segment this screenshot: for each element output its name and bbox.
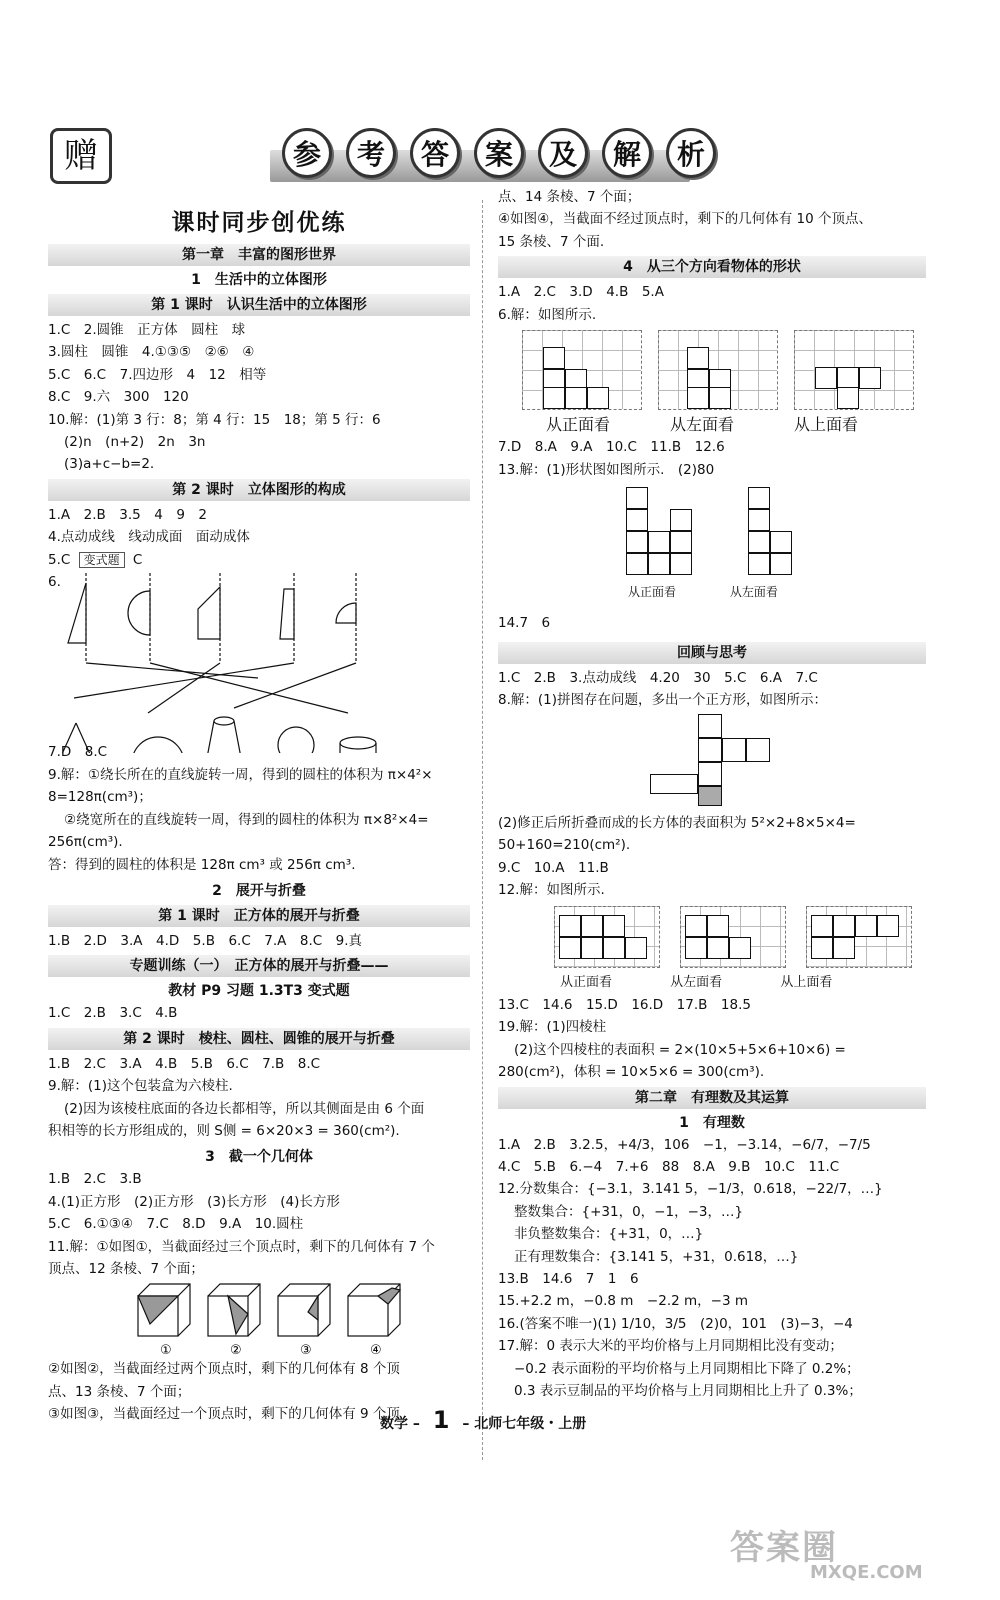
- rotation-matching-figure: [48, 573, 468, 753]
- section-heading: 1 生活中的立体图形: [191, 272, 327, 288]
- view-label: 从左面看: [729, 585, 778, 600]
- cube-label: ①: [160, 1343, 172, 1359]
- gift-badge: 赠: [50, 128, 112, 184]
- view-grid: [794, 330, 914, 410]
- answer-line: 13.B 14.6 7 1 6: [498, 1270, 639, 1287]
- answer-line: −0.2 表示面粉的平均价格与上月同期相比下降了 0.2%；: [514, 1360, 860, 1377]
- answer-line: 0.3 表示豆制品的平均价格与上月同期相比上升了 0.3%；: [514, 1383, 862, 1399]
- answer-line: 1.B 2.D 3.A 4.D 5.B 6.C 7.A 8.C 9.真: [48, 932, 363, 949]
- answer-line: 1.A 2.B 3.2.5，+4/3，106 −1，−3.14，−6/7，−7/5: [498, 1136, 871, 1153]
- view-label: 从正面看: [628, 585, 677, 600]
- answer-line: ④如图④，当截面不经过顶点时，剩下的几何体有 10 个顶点、: [498, 211, 872, 228]
- view-grid: [806, 906, 912, 968]
- answer-line: 12.解：如图所示.: [498, 882, 605, 899]
- answer-line: 15.+2.2 m，−0.8 m −2.2 m，−3 m: [498, 1293, 748, 1310]
- answer-line: 50+160=210(cm²).: [498, 837, 631, 854]
- footer-subject: 数学: [380, 1416, 408, 1432]
- answer-line: 5.C 6.①③④ 7.C 8.D 9.A 10.圆柱: [48, 1216, 304, 1233]
- topic-heading: 专题训练（一） 正方体的展开与折叠——: [48, 955, 470, 977]
- view-labels: [560, 972, 926, 994]
- three-views-figure: [554, 906, 926, 968]
- answer-line: 10.解：(1)第 3 行：8；第 4 行：15 18；第 5 行：6: [48, 411, 381, 428]
- answer-line: 正有理数集合：{3.141 5，+31，0.618，…}: [514, 1248, 799, 1265]
- answer-line: ②绕宽所在的直线旋转一周，得到的圆柱的体积为 π×8²×4=: [64, 811, 429, 828]
- answer-line: 17.解：0 表示大米的平均价格与上月同期相比没有变动；: [498, 1338, 843, 1355]
- view-label: 从正面看: [546, 415, 611, 435]
- topic-heading: 教材 P9 习题 1.3T3 变式题: [168, 983, 350, 1000]
- lesson-heading: 第 1 课时 正方体的展开与折叠: [48, 905, 470, 927]
- answer-line: 答：得到的圆柱的体积是 128π cm³ 或 256π cm³.: [48, 856, 356, 873]
- view-label: 从左面看: [670, 974, 723, 990]
- title-char: 析: [666, 128, 716, 178]
- footer-edition: 北师七年级・上册: [474, 1416, 587, 1432]
- section-heading: 4 从三个方向看物体的形状: [498, 256, 926, 278]
- review-heading: 回顾与思考: [498, 642, 926, 664]
- view-label: 从上面看: [794, 415, 859, 435]
- section-heading: 1 有理数: [679, 1114, 745, 1131]
- view-grid: [658, 330, 778, 410]
- answer-line: 8.C 9.六 300 120: [48, 389, 189, 406]
- view-labels: [546, 414, 926, 436]
- answer-line: (2)n (n+2) 2n 3n: [64, 434, 206, 451]
- answer-line: 7.D 8.C: [48, 744, 108, 761]
- title-char: 参: [282, 128, 332, 178]
- variant-tag: 变式题: [79, 552, 125, 568]
- answer-line: 6.: [48, 574, 61, 591]
- watermark-url: MXQE.COM: [810, 1562, 923, 1583]
- answer-line: ②如图②，当截面经过两个顶点时，剩下的几何体有 8 个顶: [48, 1361, 400, 1378]
- cube-section-figure: [48, 1280, 468, 1358]
- section-heading: 3 截一个几何体: [205, 1149, 313, 1166]
- view-label: 从正面看: [560, 974, 613, 990]
- view-grid: [554, 906, 660, 968]
- answer-line: 1.B 2.C 3.A 4.B 5.B 6.C 7.B 8.C: [48, 1055, 321, 1072]
- answer-line: 13.C 14.6 15.D 16.D 17.B 18.5: [498, 996, 751, 1013]
- answer-line: 16.(答案不唯一)(1) 1/10，3/5 (2)0，101 (3)−3，−4: [498, 1315, 853, 1332]
- answer-line: 5.C 6.C 7.四边形 4 12 相等: [48, 366, 267, 383]
- answer-line: 4.(1)正方形 (2)正方形 (3)长方形 (4)长方形: [48, 1193, 340, 1210]
- three-views-figure: [522, 330, 926, 410]
- lesson-heading: 第 1 课时 认识生活中的立体图形: [48, 294, 470, 316]
- answer-line: 1.C 2.B 3.点动成线 4.20 30 5.C 6.A 7.C: [498, 670, 818, 687]
- title-char: 答: [410, 128, 460, 178]
- answer-line: 12.分数集合：{−3.1，3.141 5，−1/3，0.618，−22/7，…}: [498, 1181, 883, 1198]
- answer-line: 1.C 2.B 3.C 4.B: [48, 1005, 178, 1022]
- chapter-heading: 第一章 丰富的图形世界: [48, 244, 470, 266]
- title-char: 及: [538, 128, 588, 178]
- answer-line: 8=128π(cm³)；: [48, 789, 152, 806]
- answer-line: 9.解：①绕长所在的直线旋转一周，得到的圆柱的体积为 π×4²×: [48, 766, 433, 783]
- lesson-heading: 第 2 课时 立体图形的构成: [48, 479, 470, 501]
- answer-line: 11.解：①如图①，当截面经过三个顶点时，剩下的几何体有 7 个: [48, 1238, 435, 1255]
- lesson-heading: 第 2 课时 棱柱、圆柱、圆锥的展开与折叠: [48, 1028, 470, 1050]
- answer-line: ③如图③，当截面经过一个顶点时，剩下的几何体有 9 个顶: [48, 1406, 400, 1423]
- section-title: 课时同步创优练: [171, 209, 347, 236]
- answer-line: (2)这个四棱柱的表面积 = 2×(10×5+5×6+10×6) =: [514, 1041, 846, 1058]
- answer-line: 15 条棱、7 个面.: [498, 233, 605, 250]
- right-column: [498, 186, 926, 1402]
- answer-line: 4.C 5.B 6.−4 7.+6 88 8.A 9.B 10.C 11.C: [498, 1158, 840, 1175]
- answer-line: 13.解：(1)形状图如图所示. (2)80: [498, 461, 715, 478]
- watermark-logo: 答案圈: [730, 1528, 838, 1568]
- answer-line: 9.解：(1)这个包装盒为六棱柱.: [48, 1078, 233, 1095]
- answer-line: 9.C 10.A 11.B: [498, 859, 609, 876]
- view-label: 从上面看: [780, 974, 833, 990]
- answer-line: 1.A 2.C 3.D 4.B 5.A: [498, 284, 664, 301]
- answer-line: 8.解：(1)拼图存在问题，多出一个正方形，如图所示：: [498, 692, 828, 709]
- answer-line: 4.点动成线 线动成面 面动成体: [48, 529, 250, 546]
- answer-line: 点、14 条棱、7 个面；: [498, 189, 641, 205]
- answer-line: 点、13 条棱、7 个面；: [48, 1383, 191, 1400]
- answer-line: 积相等的长方形组成的，则 S侧 = 6×20×3 = 360(cm²).: [48, 1122, 400, 1139]
- answer-line: [48, 549, 470, 571]
- page-footer: 数学 – 1 – 北师七年级・上册: [380, 1406, 587, 1434]
- title-char: 解: [602, 128, 652, 178]
- answer-line: 1.A 2.B 3.5 4 9 2: [48, 506, 207, 523]
- column-divider: [482, 200, 484, 1460]
- view-label: 从左面看: [670, 415, 735, 435]
- answer-line: 256π(cm³).: [48, 834, 123, 851]
- page-title: [282, 128, 716, 178]
- shape-views-figure: [498, 481, 926, 581]
- answer-line: 顶点、12 条棱、7 个面；: [48, 1260, 204, 1277]
- answer-line: 19.解：(1)四棱柱: [498, 1019, 607, 1036]
- answer-line: (3)a+c−b=2.: [64, 456, 155, 473]
- section-heading: 2 展开与折叠: [212, 882, 306, 899]
- net-figure: [498, 712, 926, 812]
- title-char: 考: [346, 128, 396, 178]
- answer-line: 280(cm²)，体积 = 10×5×6 = 300(cm³).: [498, 1064, 765, 1081]
- cube-label: ③: [300, 1343, 312, 1359]
- answer-text: C: [132, 551, 143, 568]
- view-labels: [628, 581, 926, 603]
- answer-line: 整数集合：{+31，0，−1，−3，…}: [514, 1203, 744, 1220]
- answer-line: 7.D 8.A 9.A 10.C 11.B 12.6: [498, 439, 725, 456]
- answer-text: 5.C: [48, 551, 71, 568]
- cube-label: ②: [230, 1343, 242, 1359]
- answer-line: 非负整数集合：{+31，0，…}: [514, 1226, 704, 1243]
- page-number: 1: [432, 1406, 450, 1434]
- answer-line: 3.圆柱 圆锥 4.①③⑤ ②⑥ ④: [48, 344, 255, 361]
- answer-line: 1.B 2.C 3.B: [48, 1171, 142, 1188]
- cube-label: ④: [370, 1343, 382, 1359]
- answer-line: 14.7 6: [498, 614, 551, 631]
- answer-line: (2)因为该棱柱底面的各边长都相等，所以其侧面是由 6 个面: [64, 1100, 425, 1117]
- title-char: 案: [474, 128, 524, 178]
- answer-line: 1.C 2.圆锥 正方体 圆柱 球: [48, 322, 246, 338]
- answer-line: 6.解：如图所示.: [498, 306, 597, 323]
- left-column: [48, 205, 470, 1426]
- chapter-heading: 第二章 有理数及其运算: [498, 1087, 926, 1109]
- view-grid: [522, 330, 642, 410]
- view-grid: [680, 906, 786, 968]
- answer-line: (2)修正后所折叠而成的长方体的表面积为 5²×2+8×5×4=: [498, 814, 856, 831]
